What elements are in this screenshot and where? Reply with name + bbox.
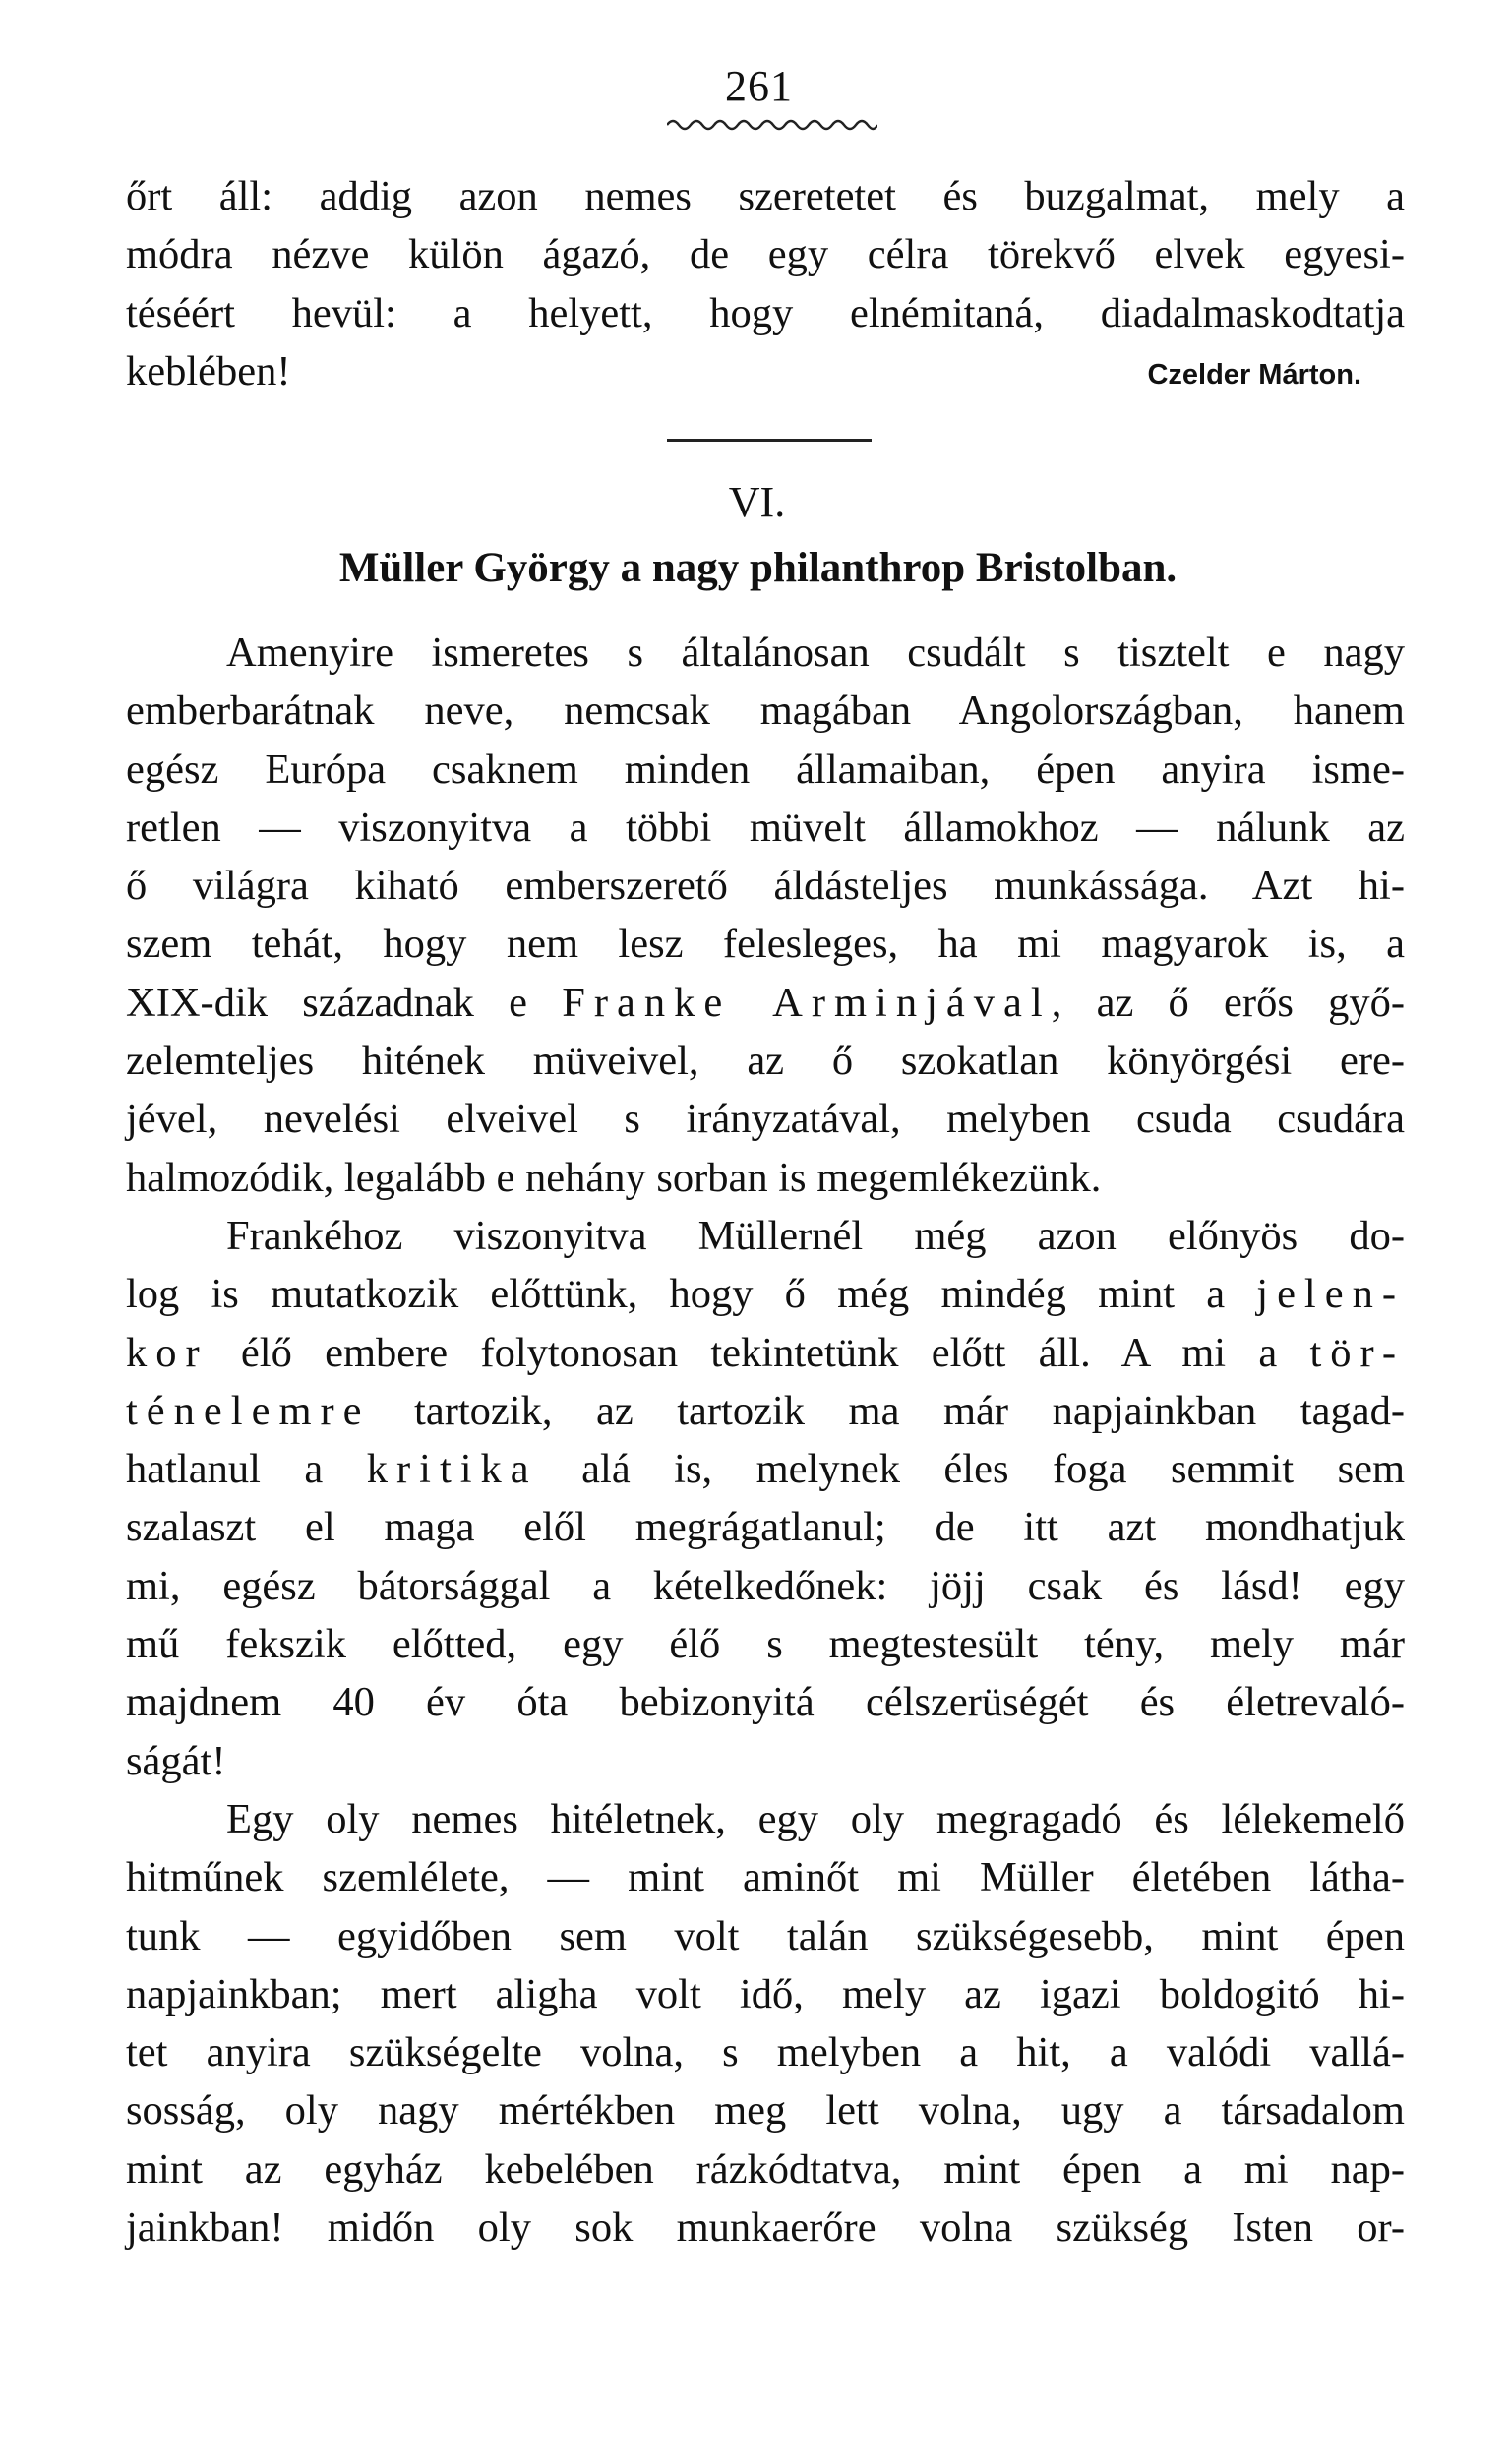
body-line: mű fekszik előtted, egy élő s megtestesült tény, mely már — [126, 1621, 1405, 1668]
wavy-ornament — [667, 116, 877, 134]
body-line: Frankéhoz viszonyitva Müllernél még azon előnyös do- — [226, 1212, 1405, 1259]
body-line: jével, nevelési elveivel s irányzatával, melyben csuda csudára — [126, 1096, 1405, 1143]
spaced-word: tör- — [1309, 1329, 1406, 1376]
section-divider — [667, 439, 872, 442]
body-line: ő világra kiható emberszerető áldásteljes munkássága. Azt hi- — [126, 863, 1405, 910]
body-line: Egy oly nemes hitéletnek, egy oly megragadó és lélekemelő — [226, 1795, 1405, 1842]
body-line: zelemteljes hitének müveivel, az ő szokatlan könyörgési ere- — [126, 1038, 1405, 1085]
text-run: XIX-dik századnak e — [126, 979, 527, 1026]
spaced-word: kor — [126, 1329, 209, 1376]
body-line — [126, 1440, 1405, 1498]
body-line — [126, 1324, 1405, 1382]
text-run: log is mutatkozik előttünk, hogy ő még mindég mint a — [126, 1271, 1226, 1318]
body-line: mi, egész bátorsággal a kételkedőnek: jöjj csak és lásd! egy — [126, 1562, 1405, 1609]
section-number: VI. — [728, 478, 786, 526]
spaced-word: jelen- — [1256, 1271, 1406, 1318]
text-run: , az ő erős győ- — [1051, 979, 1406, 1026]
text-run: élő embere folytonosan tekintetünk előtt áll. A mi a — [240, 1329, 1278, 1376]
body-line: halmozódik, legalább e nehány sorban is megemlékezünk. — [126, 1154, 1102, 1201]
body-line: retlen — viszonyitva a többi müvelt államokhoz — nálunk az — [126, 804, 1405, 851]
intro-paragraph — [126, 167, 1405, 404]
body-line: emberbarátnak neve, nemcsak magában Angolországban, hanem — [126, 688, 1405, 735]
body-line — [126, 974, 1405, 1032]
body-line: napjainkban; mert aligha volt idő, mely az igazi boldogitó hi- — [126, 1970, 1405, 2017]
body-line: mint az egyház kebelében rázkódtatva, mint épen a mi nap- — [126, 2145, 1405, 2193]
body-line: jainkban! midőn oly sok munkaerőre volna szükség Isten or- — [126, 2204, 1405, 2252]
text-run: tartozik, az tartozik ma már napjainkban tagad- — [414, 1387, 1405, 1434]
intro-line: módra nézve külön ágazó, de egy célra törekvő elvek egyesi- — [126, 231, 1405, 278]
body-line: szem tehát, hogy nem lesz felesleges, ha mi magyarok is, a — [126, 921, 1405, 968]
body-line: sosság, oly nagy mértékben meg lett volna, ugy a társadalom — [126, 2087, 1405, 2134]
body-text — [126, 624, 1405, 2256]
body-line: ságát! — [126, 1737, 226, 1784]
body-line: hitműnek szemlélete, — mint aminőt mi Müller életében látha- — [126, 1854, 1405, 1901]
text-run: alá is, melynek éles foga semmit sem — [581, 1446, 1406, 1493]
author-signature: Czelder Márton. — [1147, 358, 1361, 391]
spaced-name: Franke Arminjával — [562, 979, 1052, 1026]
section-title: Müller György a nagy philanthrop Bristolban. — [338, 545, 1178, 591]
body-line: szalaszt el maga elől megrágatlanul; de itt azt mondhatjuk — [126, 1504, 1405, 1551]
spaced-word: ténelemre — [126, 1387, 371, 1434]
text-run: hatlanul a — [126, 1446, 324, 1493]
spaced-word: kritika — [366, 1446, 538, 1493]
body-line: majdnem 40 év óta bebizonyitá célszerüségét és életrevaló- — [126, 1679, 1405, 1726]
intro-last-line — [126, 342, 1405, 400]
intro-line: keblében! — [126, 347, 291, 394]
body-line: Amenyire ismeretes s általánosan csudált s tisztelt e nagy — [226, 630, 1405, 676]
body-line: tunk — egyidőben sem volt talán szükségesebb, mint épen — [126, 1912, 1405, 1959]
body-line: tet anyira szükségelte volna, s melyben a hit, a valódi vallá- — [126, 2029, 1405, 2076]
page-number: 261 — [725, 62, 793, 110]
body-line: egész Európa csaknem minden államaiban, épen anyira isme- — [126, 746, 1405, 793]
body-line — [126, 1265, 1405, 1323]
intro-line: téséért hevül: a helyett, hogy elnémitaná, diadalmaskodtatja — [126, 289, 1405, 336]
body-line — [126, 1382, 1405, 1440]
intro-line: őrt áll: addig azon nemes szeretetet és buzgalmat, mely a — [126, 173, 1405, 219]
